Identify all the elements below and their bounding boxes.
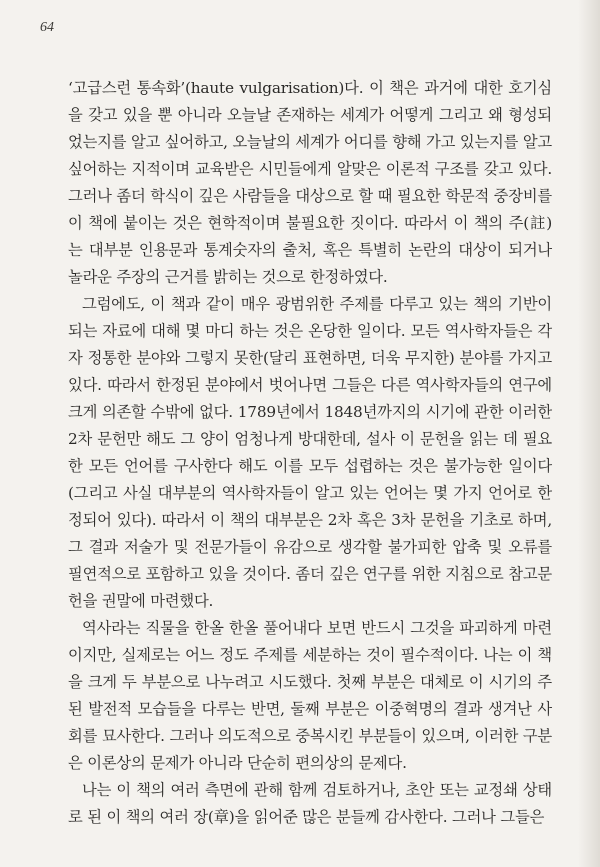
- paragraph-2: 그럼에도, 이 책과 같이 매우 광범위한 주제를 다루고 있는 책의 기반이 되는 자료에 대해 몇 마디 하는 것은 온당한 일이다. 모든 역사학자들은 각자 정통한 분야와 그렇지 못한(달리 표현하면, 더욱 무지한) 분야를 가지고 있다. 따라서 한정된 분야에서 벗어나면 그들은 다른 역사학자들의 연구에 크게 의존할 수밖에 없다. 1789년에서 1848년까지의 시기에 관한 이러한 2차 문헌만 해도 그 양이 엄청나게 방대한데, 설사 이 문헌을 읽는 데 필요한 모든 언어를 구사한다 해도 이를 모두 섭렵하는 것은 불가능한 일이다(그리고 사실 대부분의 역사학자들이 알고 있는 언어는 몇 가지 언어로 한정되어 있다). 따라서 이 책의 대부분은 2차 혹은 3차 문헌을 기초로 하며, 그 결과 저술가 및 전문가들이 유감으로 생각할 불가피한 압축 및 오류를 필연적으로 포함하고 있을 것이다. 좀더 깊은 연구를 위한 지침으로 참고문헌을 권말에 마련했다.: [68, 295, 552, 610]
- paragraph-3: 역사라는 직물을 한올 한올 풀어내다 보면 반드시 그것을 파괴하게 마련이지만, 실제로는 어느 정도 주제를 세분하는 것이 필수적이다. 나는 이 책을 크게 두 부분으로 나누려고 시도했다. 첫째 부분은 대체로 이 시기의 주된 발전적 모습들을 다루는 반면, 둘째 부분은 이중혁명의 결과 생겨난 사회를 묘사한다. 그러나 의도적으로 중복시킨 부분들이 있으며, 이러한 구분은 이론상의 문제가 아니라 단순히 편의상의 문제다.: [68, 619, 552, 772]
- body-text: [68, 75, 552, 831]
- page-number: 64: [40, 20, 54, 35]
- paragraph-4: 나는 이 책의 여러 측면에 관해 함께 검토하거나, 초안 또는 교정쇄 상태로 된 이 책의 여러 장(章)을 읽어준 많은 분들께 감사한다. 그러나 그들은: [68, 781, 552, 826]
- paragraph-1: ‘고급스런 통속화’(haute vulgarisation)다. 이 책은 과거에 대한 호기심을 갖고 있을 뿐 아니라 오늘날 존재하는 세계가 어떻게 그리고 왜 형성되었는지를 알고 싶어하고, 오늘날의 세계가 어디를 향해 가고 있는지를 알고 싶어하는 지적이며 교육받은 시민들에게 알맞은 이론적 구조를 갖고 있다. 그러나 좀더 학식이 깊은 사람들을 대상으로 할 때 필요한 학문적 중장비를 이 책에 붙이는 것은 현학적이며 불필요한 짓이다. 따라서 이 책의 주(註)는 대부분 인용문과 통계숫자의 출처, 혹은 특별히 논란의 대상이 되거나 놀라운 주장의 근거를 밝히는 것으로 한정하였다.: [68, 79, 552, 286]
- page-edge-shadow: [578, 0, 600, 867]
